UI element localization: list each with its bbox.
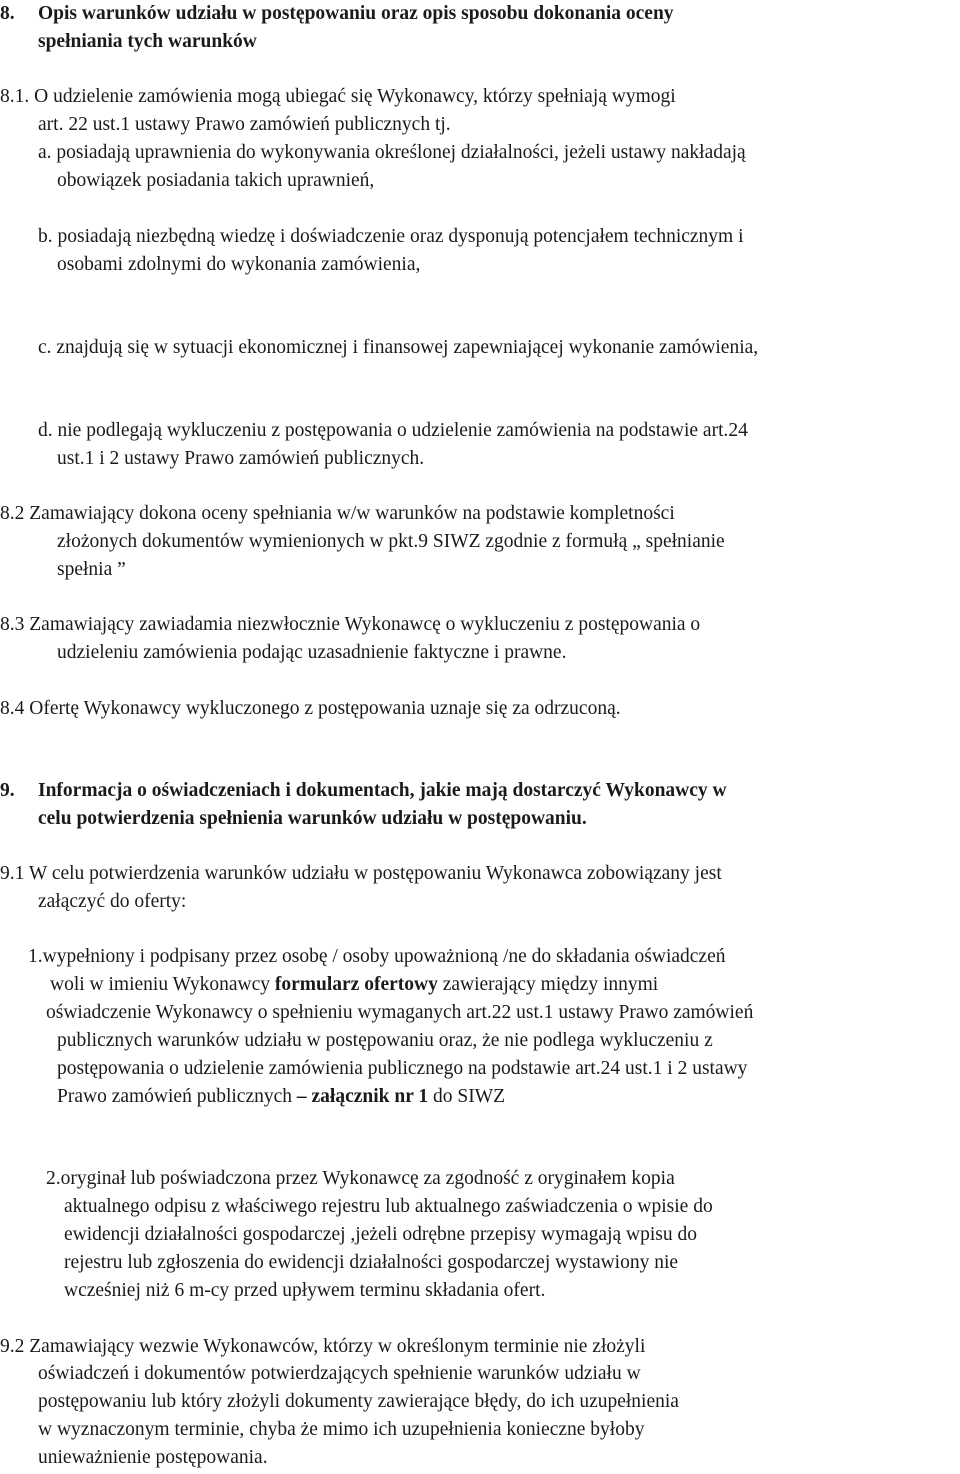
item-1-line-5: postępowania o udzielenie zamówienia publicznego na podstawie art.24 ust.1 i 2 ustawy	[57, 1058, 748, 1079]
item-1-line-2	[50, 975, 658, 995]
paragraph-8-3-line-1: 8.3 Zamawiający zawiadamia niezwłocznie Wykonawcę o wykluczeniu z postępowania o	[0, 614, 701, 635]
item-b-line-2: osobami zdolnymi do wykonania zamówienia,	[57, 254, 421, 275]
item-1-line-2-text-c: zawierający między innymi	[437, 974, 659, 995]
paragraph-8-2-line-2: złożonych dokumentów wymienionych w pkt.9 SIWZ zgodnie z formułą „ spełnianie	[57, 531, 725, 552]
paragraph-8-3-line-2: udzieleniu zamówienia podając uzasadnienie faktyczne i prawne.	[57, 642, 567, 663]
item-a-line-1: a. posiadają uprawnienia do wykonywania określonej działalności, jeżeli ustawy nakładają	[38, 142, 746, 163]
item-a-line-2: obowiązek posiadania takich uprawnień,	[57, 170, 375, 191]
paragraph-8-4-line-1: 8.4 Ofertę Wykonawcy wykluczonego z postępowania uznaje się za odrzuconą.	[0, 698, 621, 719]
item-d-line-2: ust.1 i 2 ustawy Prawo zamówień publicznych.	[57, 448, 425, 469]
item-2-line-1: 2.oryginał lub poświadczona przez Wykonawcę za zgodność z oryginałem kopia	[46, 1168, 675, 1189]
item-1-attachment-ref: – załącznik nr 1	[296, 1086, 429, 1107]
section-9-heading-line-1: Informacja o oświadczeniach i dokumentach, jakie mają dostarczyć Wykonawcy w	[38, 780, 727, 801]
item-1-line-3: oświadczenie Wykonawcy o spełnieniu wymaganych art.22 ust.1 ustawy Prawo zamówień	[46, 1002, 754, 1023]
paragraph-9-1-line-2: załączyć do oferty:	[38, 891, 187, 912]
paragraph-9-2-line-5: unieważnienie postępowania.	[38, 1447, 268, 1468]
item-1-line-6-text-a: Prawo zamówień publicznych	[57, 1086, 297, 1107]
item-2-line-4: rejestru lub zgłoszenia do ewidencji działalności gospodarczej wystawiony nie	[64, 1252, 679, 1273]
section-9-number: 9.	[0, 780, 15, 801]
item-2-line-5: wcześniej niż 6 m-cy przed upływem terminu składania ofert.	[64, 1280, 546, 1301]
item-1-line-2-text-a: woli w imieniu Wykonawcy	[50, 974, 275, 995]
paragraph-8-1-line-2: art. 22 ust.1 ustawy Prawo zamówień publicznych tj.	[38, 114, 451, 135]
paragraph-9-2-line-1: 9.2 Zamawiający wezwie Wykonawców, którzy w określonym terminie nie złożyli	[0, 1336, 646, 1357]
paragraph-8-2-line-3: spełnia ”	[57, 559, 126, 580]
section-9-heading-line-2: celu potwierdzenia spełnienia warunków udziału w postępowaniu.	[38, 808, 587, 829]
item-d-line-1: d. nie podlegają wykluczeniu z postępowania o udzielenie zamówienia na podstawie art.24	[38, 420, 748, 441]
item-2-line-3: ewidencji działalności gospodarczej ,jeżeli odrębne przepisy wymagają wpisu do	[64, 1224, 697, 1245]
paragraph-8-1-line-1: 8.1. O udzielenie zamówienia mogą ubiegać się Wykonawcy, którzy spełniają wymogi	[0, 86, 676, 107]
paragraph-9-2-line-3: postępowaniu lub który złożyli dokumenty zawierające błędy, do ich uzupełnienia	[38, 1391, 679, 1412]
section-8-number: 8.	[0, 3, 15, 24]
item-1-line-1: 1.wypełniony i podpisany przez osobę / osoby upoważnioną /ne do składania oświadczeń	[28, 946, 726, 967]
item-1-form-name: formularz ofertowy	[274, 974, 438, 995]
section-8-heading-line-1: Opis warunków udziału w postępowaniu oraz opis sposobu dokonania oceny	[38, 3, 674, 24]
item-c-line-1: c. znajdują się w sytuacji ekonomicznej i finansowej zapewniającej wykonanie zamówienia,	[38, 337, 759, 358]
item-1-line-6	[57, 1087, 505, 1107]
item-1-line-4: publicznych warunków udziału w postępowaniu oraz, że nie podlega wykluczeniu z	[57, 1030, 713, 1051]
section-8-heading-line-2: spełniania tych warunków	[38, 31, 257, 52]
item-b-line-1: b. posiadają niezbędną wiedzę i doświadczenie oraz dysponują potencjałem technicznym i	[38, 226, 744, 247]
item-1-line-6-text-c: do SIWZ	[428, 1086, 506, 1107]
item-2-line-2: aktualnego odpisu z właściwego rejestru lub aktualnego zaświadczenia o wpisie do	[64, 1196, 713, 1217]
paragraph-9-2-line-2: oświadczeń i dokumentów potwierdzających spełnienie warunków udziału w	[38, 1363, 641, 1384]
paragraph-9-2-line-4: w wyznaczonym terminie, chyba że mimo ich uzupełnienia konieczne byłoby	[38, 1419, 645, 1440]
paragraph-9-1-line-1: 9.1 W celu potwierdzenia warunków udziału w postępowaniu Wykonawca zobowiązany jest	[0, 863, 722, 884]
paragraph-8-2-line-1: 8.2 Zamawiający dokona oceny spełniania w/w warunków na podstawie kompletności	[0, 503, 675, 524]
